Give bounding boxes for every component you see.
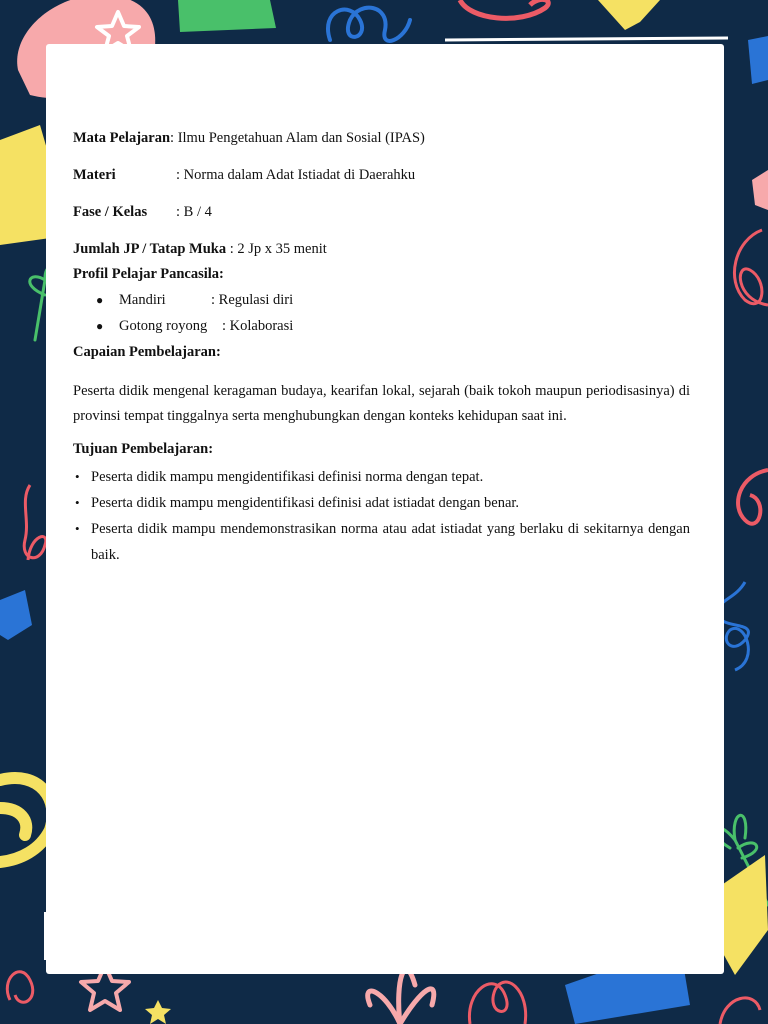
yellow-shape (598, 0, 660, 30)
bullet-icon: ● (96, 293, 104, 307)
field-value: : B / 4 (176, 204, 212, 220)
field-value: : 2 Jp x 35 menit (229, 241, 327, 257)
field-jumlah-jp (73, 239, 693, 259)
field-label: Fase / Kelas (73, 204, 148, 220)
list-item (73, 316, 693, 336)
tujuan-item-text: Peserta didik mampu mengidentifikasi definisi norma dengan tepat. (91, 469, 484, 485)
list-item (73, 464, 690, 490)
capaian-heading: Capaian Pembelajaran: (73, 344, 221, 360)
field-materi (73, 165, 693, 185)
red-swirl (738, 470, 768, 524)
red-swirl (734, 230, 768, 305)
capaian-paragraph: Peserta didik mengenal keragaman budaya, kearifan lokal, sejarah (baik tokoh maupun periodisasinya) di provinsi tempat tinggalnya serta menghubungkan dengan konteks kehidupan saat ini. (73, 383, 690, 424)
bullet-icon: ● (96, 319, 104, 333)
red-swirl (469, 982, 525, 1024)
tujuan-list (73, 464, 693, 568)
tujuan-heading: Tujuan Pembelajaran: (73, 441, 214, 457)
pink-shape (752, 170, 768, 210)
field-value: : Norma dalam Adat Istiadat di Daerahku (176, 167, 416, 183)
field-value: : Ilmu Pengetahuan Alam dan Sosial (IPAS) (170, 130, 425, 146)
blue-shape (748, 36, 768, 84)
blue-shape (0, 590, 32, 640)
green-shape (178, 0, 276, 32)
white-line (445, 38, 728, 40)
star-icon (145, 1000, 171, 1024)
bullet-icon: • (75, 469, 80, 484)
red-swirl (720, 998, 760, 1024)
list-item (73, 290, 693, 310)
profil-item-label: Mandiri (119, 292, 166, 308)
list-item (73, 490, 690, 516)
profil-item-value: : Kolaborasi (222, 318, 294, 334)
field-fase-kelas (73, 202, 693, 222)
document-content (73, 128, 693, 568)
list-item (73, 516, 690, 568)
bullet-icon: • (75, 495, 80, 510)
field-mata-pelajaran (73, 128, 693, 148)
pink-swirl (7, 972, 32, 1003)
red-swirl (460, 0, 548, 18)
tujuan-item-text: Peserta didik mampu mengidentifikasi definisi adat istiadat dengan benar. (91, 495, 520, 511)
blue-squiggle (328, 8, 410, 41)
tujuan-item-text: Peserta didik mampu mendemonstrasikan norma atau adat istiadat yang berlaku di sekitarnya dengan baik. (91, 521, 690, 563)
field-label: Mata Pelajaran (73, 130, 171, 146)
yellow-arcs (0, 778, 53, 862)
field-label: Jumlah JP / Tatap Muka (73, 241, 227, 257)
profil-heading: Profil Pelajar Pancasila: (73, 266, 224, 282)
profil-item-value: : Regulasi diri (211, 292, 294, 308)
red-swirl (24, 485, 46, 560)
field-label: Materi (73, 167, 116, 183)
profil-item-label: Gotong royong (119, 318, 208, 334)
bullet-icon: • (75, 521, 80, 536)
flower-icon (368, 970, 434, 1024)
